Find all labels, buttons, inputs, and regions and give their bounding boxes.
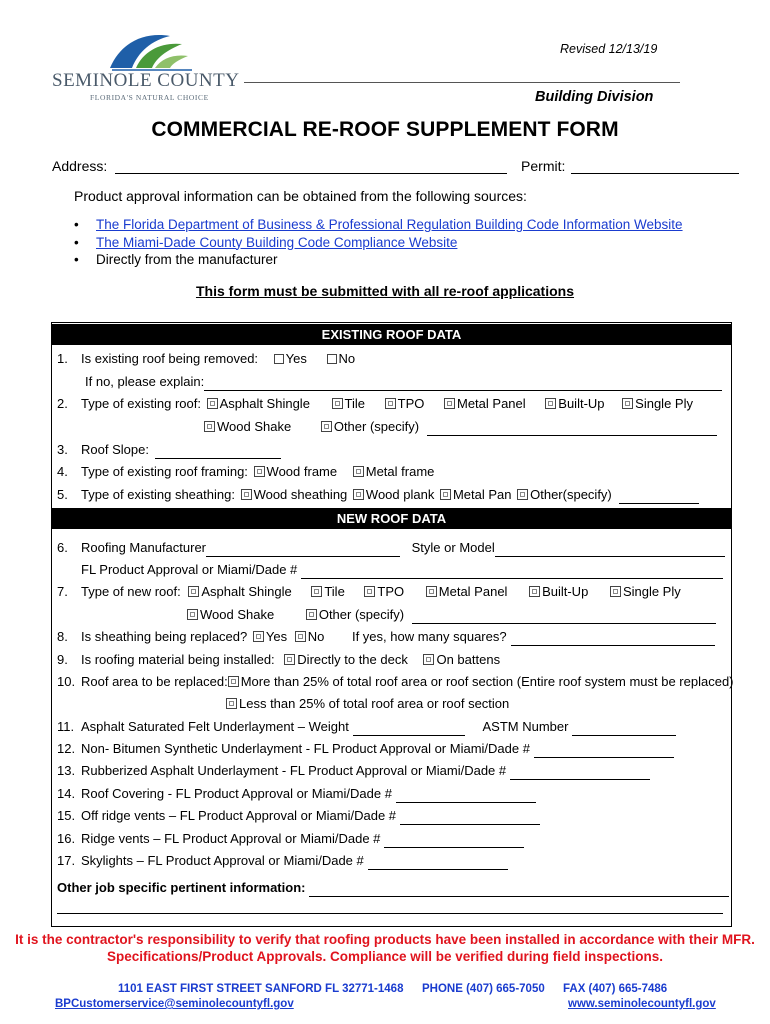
- logo-tagline: FLORIDA'S NATURAL CHOICE: [90, 93, 209, 102]
- existing-metal-label: Metal Panel: [457, 396, 526, 411]
- q15-label: Off ridge vents – FL Product Approval or Miami/Dade #: [81, 808, 397, 823]
- q1-no-label: No: [338, 351, 356, 366]
- wood-plank-label: Wood plank: [365, 487, 435, 502]
- astm-label: ASTM Number: [482, 719, 569, 734]
- q11-label: Asphalt Saturated Felt Underlayment – Weight: [81, 719, 349, 734]
- sheathing-no-label: No: [307, 629, 325, 644]
- footer-phone: PHONE (407) 665-7050: [422, 983, 545, 995]
- fl-approval-row: [81, 561, 723, 579]
- address-row: [52, 158, 739, 174]
- list-item: • Directly from the manufacturer: [74, 252, 278, 267]
- q1-yes-label: Yes: [285, 351, 307, 366]
- existing-roof-heading: EXISTING ROOF DATA: [51, 324, 732, 345]
- q2-label: Type of existing roof:: [81, 396, 201, 411]
- existing-singleply-checkbox[interactable]: [622, 398, 633, 409]
- q-number: 15.: [57, 808, 76, 823]
- new-tile-label: Tile: [324, 584, 345, 599]
- existing-woodshake-checkbox[interactable]: [204, 421, 215, 432]
- q10-row: [57, 673, 734, 691]
- roof-slope-field[interactable]: [155, 446, 281, 459]
- q-number: 1.: [57, 351, 68, 366]
- q-number: 2.: [57, 396, 68, 411]
- metal-pan-checkbox[interactable]: [440, 489, 451, 500]
- q-number: 9.: [57, 652, 68, 667]
- form-title: COMMERCIAL RE-ROOF SUPPLEMENT FORM: [151, 118, 619, 141]
- explain-label: If no, please explain:: [85, 374, 205, 389]
- other-info-field[interactable]: [309, 884, 729, 897]
- q13-label: Rubberized Asphalt Underlayment - FL Product Approval or Miami/Dade #: [81, 763, 507, 778]
- new-tile-checkbox[interactable]: [311, 586, 322, 597]
- q9-row: [57, 651, 500, 669]
- address-field[interactable]: [115, 159, 507, 174]
- new-roof-heading: NEW ROOF DATA: [51, 508, 732, 529]
- q-number: 3.: [57, 442, 68, 457]
- new-asphalt-label: Asphalt Shingle: [201, 584, 292, 599]
- existing-asphalt-checkbox[interactable]: [207, 398, 218, 409]
- q1-row: [57, 350, 355, 368]
- manufacturer-source: Directly from the manufacturer: [96, 252, 278, 267]
- permit-field[interactable]: [571, 159, 739, 174]
- other-sheathing-field[interactable]: [619, 491, 699, 504]
- new-singleply-checkbox[interactable]: [610, 586, 621, 597]
- q13-row: [57, 762, 650, 780]
- squares-label: If yes, how many squares?: [351, 629, 507, 644]
- must-submit-notice: This form must be submitted with all re-roof applications: [195, 283, 575, 299]
- metal-frame-checkbox[interactable]: [353, 466, 364, 477]
- q-number: 14.: [57, 786, 76, 801]
- squares-field[interactable]: [511, 633, 715, 646]
- header-rule: [244, 82, 680, 83]
- sources-list: [74, 216, 683, 269]
- sheathing-yes-checkbox[interactable]: [253, 631, 264, 642]
- q-number: 12.: [57, 741, 76, 756]
- list-item[interactable]: • The Florida Department of Business & Professional Regulation Building Code Information Website: [74, 217, 683, 232]
- q7-row-2: [185, 606, 716, 624]
- q1-label: Is existing roof being removed:: [81, 351, 259, 366]
- area-more-label: More than 25% of total roof area or roof section (Entire roof system must be replaced): [240, 674, 734, 689]
- existing-builtup-checkbox[interactable]: [545, 398, 556, 409]
- q-number: 16.: [57, 831, 76, 846]
- existing-tpo-label: TPO: [397, 396, 425, 411]
- q7-row: [57, 583, 681, 601]
- new-builtup-label: Built-Up: [542, 584, 589, 599]
- area-less-label: Less than 25% of total roof area or roof section: [239, 696, 510, 711]
- q14-row: [57, 785, 536, 803]
- q12-field[interactable]: [534, 745, 674, 758]
- q16-field[interactable]: [384, 835, 524, 848]
- contractor-warning: It is the contractor's responsibility to verify that roofing products have been installed in accordance with their MFR. Specifications/Product Approvals. Compliance will be verified during field inspections.: [15, 932, 755, 964]
- explain-field[interactable]: [204, 378, 722, 391]
- q-number: 7.: [57, 584, 68, 599]
- other-sheathing-checkbox[interactable]: [517, 489, 528, 500]
- other-info-field-2[interactable]: [57, 901, 723, 914]
- fl-approval-field[interactable]: [301, 566, 723, 579]
- dbpr-link[interactable]: The Florida Department of Business & Professional Regulation Building Code Information Website: [96, 217, 683, 232]
- area-less-checkbox[interactable]: [226, 698, 237, 709]
- metal-frame-label: Metal frame: [365, 464, 435, 479]
- q9-label: Is roofing material being installed:: [81, 652, 275, 667]
- q-number: 8.: [57, 629, 68, 644]
- q5-row: [57, 486, 699, 504]
- deck-checkbox[interactable]: [284, 654, 295, 665]
- wood-frame-label: Wood frame: [266, 464, 338, 479]
- q17-field[interactable]: [368, 857, 508, 870]
- new-other-field[interactable]: [412, 611, 716, 624]
- new-builtup-checkbox[interactable]: [529, 586, 540, 597]
- existing-woodshake-label: Wood Shake: [217, 419, 292, 434]
- existing-builtup-label: Built-Up: [558, 396, 605, 411]
- q14-field[interactable]: [396, 790, 536, 803]
- new-other-checkbox[interactable]: [306, 609, 317, 620]
- footer-email-link[interactable]: BPCustomerservice@seminolecountyfl.gov: [55, 998, 294, 1010]
- existing-metal-checkbox[interactable]: [444, 398, 455, 409]
- new-metal-checkbox[interactable]: [426, 586, 437, 597]
- q10-label: Roof area to be replaced:: [81, 674, 228, 689]
- logo-text: SEMINOLE COUNTY: [52, 70, 240, 91]
- new-asphalt-checkbox[interactable]: [188, 586, 199, 597]
- sheathing-no-checkbox[interactable]: [295, 631, 306, 642]
- style-label: Style or Model: [411, 540, 495, 555]
- q2-row-2: [202, 418, 717, 436]
- seminole-county-logo: [52, 30, 252, 112]
- metal-pan-label: Metal Pan: [452, 487, 512, 502]
- new-metal-label: Metal Panel: [438, 584, 508, 599]
- intro-text: Product approval information can be obtained from the following sources:: [74, 188, 527, 204]
- existing-tpo-checkbox[interactable]: [385, 398, 396, 409]
- q-number: 5.: [57, 487, 68, 502]
- q15-row: [57, 807, 540, 825]
- style-field[interactable]: [495, 544, 725, 557]
- footer-fax: FAX (407) 665-7486: [563, 983, 668, 995]
- existing-singleply-label: Single Ply: [635, 396, 693, 411]
- existing-other-label: Other (specify): [333, 419, 420, 434]
- felt-weight-field[interactable]: [353, 723, 465, 736]
- astm-field[interactable]: [572, 723, 676, 736]
- q-number: 17.: [57, 853, 76, 868]
- q8-row: [57, 628, 715, 646]
- new-woodshake-label: Wood Shake: [200, 607, 275, 622]
- q3-label: Roof Slope:: [81, 442, 149, 457]
- existing-tile-label: Tile: [344, 396, 366, 411]
- q17-row: [57, 852, 508, 870]
- footer-address: 1101 EAST FIRST STREET SANFORD FL 32771-1468: [118, 983, 404, 995]
- q-number: 13.: [57, 763, 76, 778]
- q16-label: Ridge vents – FL Product Approval or Miami/Dade #: [81, 831, 381, 846]
- list-item[interactable]: • The Miami-Dade County Building Code Compliance Website: [74, 234, 458, 250]
- other-info-label: Other job specific pertinent information:: [57, 880, 306, 895]
- q1-yes-checkbox[interactable]: [274, 354, 284, 364]
- q17-label: Skylights – FL Product Approval or Miami/Dade #: [81, 853, 364, 868]
- new-woodshake-checkbox[interactable]: [187, 609, 198, 620]
- existing-tile-checkbox[interactable]: [332, 398, 343, 409]
- fl-approval-label: FL Product Approval or Miami/Dade #: [81, 562, 298, 577]
- q2-row: [57, 395, 693, 413]
- q8-label: Is sheathing being replaced?: [81, 629, 248, 644]
- q12-row: [57, 740, 674, 758]
- area-more-checkbox[interactable]: [228, 676, 239, 687]
- battens-checkbox[interactable]: [423, 654, 434, 665]
- q7-label: Type of new roof:: [81, 584, 181, 599]
- existing-other-field[interactable]: [427, 423, 717, 436]
- explain-row: [85, 373, 722, 391]
- deck-label: Directly to the deck: [297, 652, 408, 667]
- other-sheathing-label: Other(specify): [530, 487, 612, 502]
- q15-field[interactable]: [400, 812, 540, 825]
- existing-asphalt-label: Asphalt Shingle: [219, 396, 310, 411]
- new-tpo-checkbox[interactable]: [364, 586, 375, 597]
- other-info-row: [57, 879, 729, 897]
- manufacturer-field[interactable]: [206, 544, 400, 557]
- q10-row-2: [224, 695, 509, 713]
- wood-frame-checkbox[interactable]: [254, 466, 265, 477]
- battens-label: On battens: [436, 652, 501, 667]
- q3-row: [57, 441, 281, 459]
- wood-sheathing-label: Wood sheathing: [253, 487, 348, 502]
- new-tpo-label: TPO: [377, 584, 405, 599]
- permit-label: Permit:: [521, 158, 566, 174]
- q5-label: Type of existing sheathing:: [81, 487, 235, 502]
- new-singleply-label: Single Ply: [622, 584, 681, 599]
- q13-field[interactable]: [510, 767, 650, 780]
- q14-label: Roof Covering - FL Product Approval or Miami/Dade #: [81, 786, 392, 801]
- q-number: 11.: [57, 719, 75, 734]
- revised-date: Revised 12/13/19: [560, 42, 658, 56]
- wood-plank-checkbox[interactable]: [353, 489, 364, 500]
- q16-row: [57, 830, 524, 848]
- division-name: Building Division: [535, 89, 654, 105]
- new-other-label: Other (specify): [318, 607, 405, 622]
- q11-row: [57, 718, 676, 736]
- wood-sheathing-checkbox[interactable]: [241, 489, 252, 500]
- miami-dade-link[interactable]: The Miami-Dade County Building Code Compliance Website: [96, 234, 458, 250]
- q12-label: Non- Bitumen Synthetic Underlayment - FL Product Approval or Miami/Dade #: [81, 741, 530, 756]
- q4-label: Type of existing roof framing:: [81, 464, 248, 479]
- q6-row: [57, 539, 725, 557]
- existing-other-checkbox[interactable]: [321, 421, 332, 432]
- q-number: 6.: [57, 540, 68, 555]
- q6-label: Roofing Manufacturer: [81, 540, 207, 555]
- q-number: 4.: [57, 464, 68, 479]
- address-label: Address:: [52, 158, 108, 174]
- q1-no-checkbox[interactable]: [327, 354, 337, 364]
- q4-row: [57, 463, 434, 481]
- sheathing-yes-label: Yes: [265, 629, 288, 644]
- q-number: 10.: [57, 674, 76, 689]
- footer-website-link[interactable]: www.seminolecountyfl.gov: [568, 998, 716, 1010]
